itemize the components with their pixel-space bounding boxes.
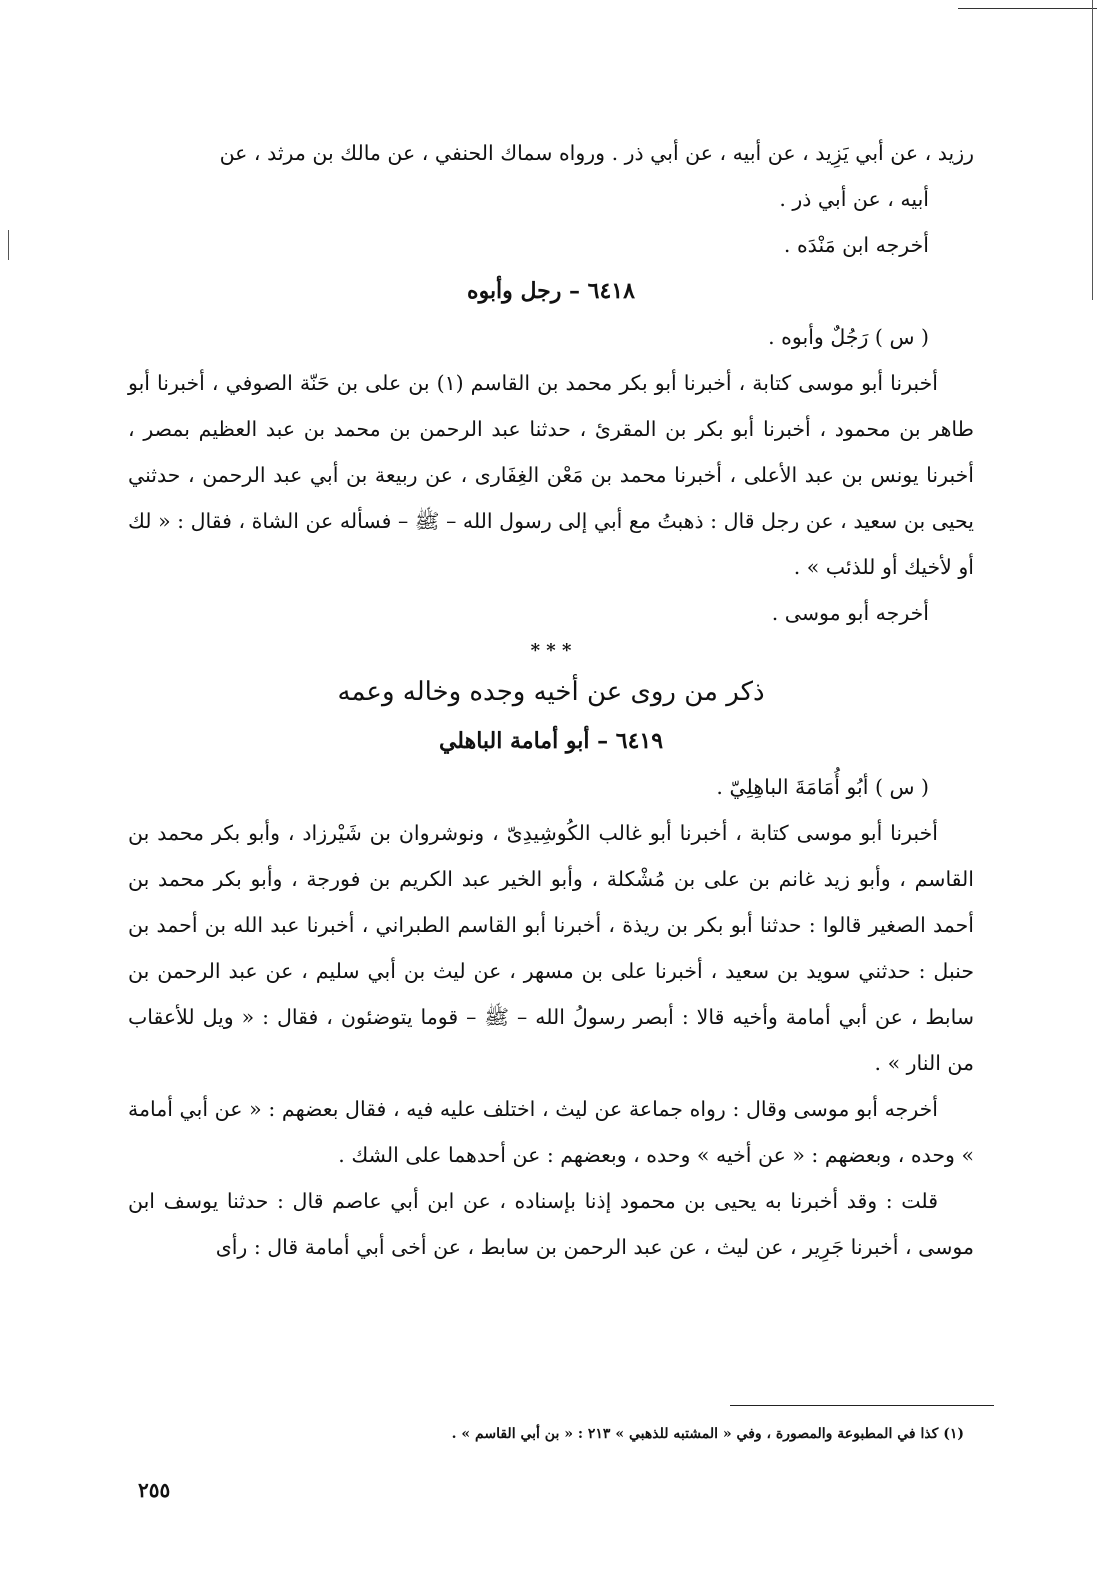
paragraph: قلت : وقد أخبرنا به يحيى بن محمود إذنا بإسناده ، عن ابن أبي عاصم قال : حدثنا يوسف ابن موسى ، أخبرنا جَرِير ، عن ليث ، عن عبد الرحمن بن سابط ، عن أخى أبي أمامة قال : رأى: [128, 1189, 974, 1259]
scan-edge-right: [1092, 0, 1093, 300]
paragraph: أخبرنا أبو موسى كتابة ، أخبرنا أبو بكر محمد بن القاسم (١) بن على بن حَنّة الصوفي ، أخبرنا أبو طاهر بن محمود ، أخبرنا أبو بكر بن المقرئ ، حدثنا عبد الرحمن بن محمد بن عبد العظيم بمصر ، أخبرنا يونس بن عبد الأعلى ، أخبرنا محمد بن مَعْن الغِفَارى ، عن ربيعة بن أبي عبد الرحمن ، حدثني يحيى بن سعيد ، عن رجل قال : ذهبتُ مع أبي إلى رسول الله – ﷺ – فسأله عن الشاة ، فقال : « لك أو لأخيك أو للذئب » .: [128, 371, 974, 579]
scan-edge-left: [8, 230, 9, 260]
text-line: أبيه ، عن أبي ذر .: [779, 187, 929, 211]
scan-edge-top: [958, 8, 1097, 9]
footnote: (١) كذا في المطبوعة والمصورة ، وفي « المشتبه للذهبي » ٢١٣ : « بن أبي القاسم » .: [451, 1426, 964, 1442]
text-line: رزيد ، عن أبي يَزِيد ، عن أبيه ، عن أبي ذر . ورواه سماك الحنفي ، عن مالك بن مرثد ، عن: [219, 141, 974, 165]
entry-title: ٦٤١٩ – أبو أمامة الباهلي: [438, 728, 664, 754]
paragraph: أخبرنا أبو موسى كتابة ، أخبرنا أبو غالب الكُوشِيدِىّ ، ونوشروان بن شَيْرزاد ، وأبو بكر محمد بن القاسم ، وأبو زيد غانم بن على بن مُشْكلة ، وأبو الخير عبد الكريم بن فورجة ، وأبو بكر محمد بن أحمد الصغير قالوا : حدثنا أبو بكر بن ريذة ، أخبرنا أبو القاسم الطبراني ، أخبرنا عبد الله بن أحمد بن حنبل : حدثني سويد بن سعيد ، أخبرنا على بن مسهر ، عن ليث بن أبي سليم ، عن عبد الرحمن بن سابط ، عن أبي أمامة وأخيه قالا : أبصر رسولُ الله – ﷺ – قوما يتوضئون ، فقال : « ويل للأعقاب من النار » .: [128, 821, 974, 1075]
main-text: [128, 130, 974, 1270]
text-line: أخرجه أبو موسى .: [771, 601, 929, 625]
separator-stars: * * *: [530, 640, 572, 661]
entry-title: ٦٤١٨ – رجل وأبوه: [467, 278, 635, 304]
text-line: أخرجه ابن مَنْدَه .: [783, 233, 929, 257]
section-heading: ذكر من روى عن أخيه وجده وخاله وعمه: [337, 677, 765, 707]
entry-heading: ( س ) أبُو أُمَامَةَ الباهِلِيّ .: [716, 775, 929, 799]
page-number: ٢٥٥: [138, 1478, 171, 1502]
entry-heading: ( س ) رَجُلٌ وأبوه .: [768, 325, 929, 349]
paragraph: أخرجه أبو موسى وقال : رواه جماعة عن ليث ، اختلف عليه فيه ، فقال بعضهم : « عن أبي أمامة » وحده ، وبعضهم : « عن أخيه » وحده ، وبعضهم : عن أحدهما على الشك .: [128, 1097, 974, 1167]
footnote-rule: [730, 1405, 994, 1406]
